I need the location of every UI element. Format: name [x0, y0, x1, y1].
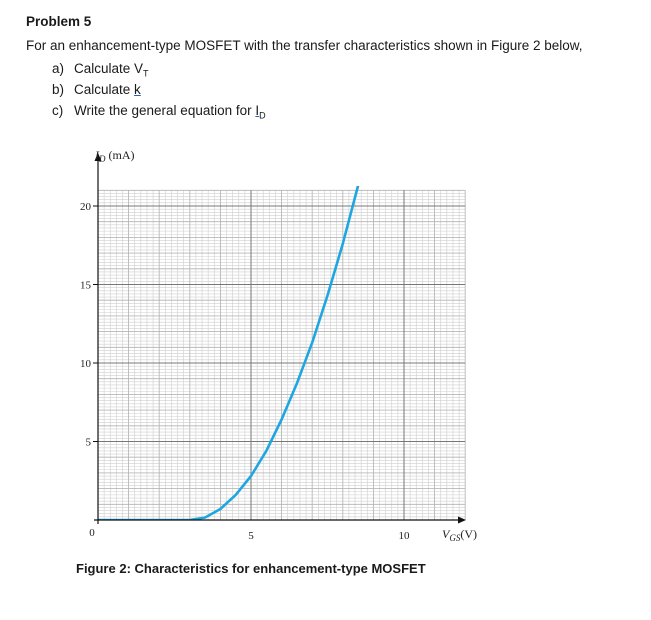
x-tick-label-10: 10 — [398, 530, 410, 542]
question-list — [52, 58, 266, 121]
question-b-label: b) — [52, 82, 65, 97]
problem-intro: For an enhancement-type MOSFET with the transfer characteristics shown in Figure 2 below, — [26, 38, 583, 53]
x-axis-label-symbol: V — [442, 527, 450, 541]
transfer-characteristic-chart — [55, 140, 515, 550]
question-a — [52, 58, 266, 79]
x-axis-label-subscript: GS — [449, 533, 461, 543]
question-c — [52, 100, 266, 121]
y-axis-label-subscript: D — [99, 154, 106, 164]
y-tick-label-15: 15 — [80, 279, 91, 292]
question-c-symbol-letter: I — [255, 103, 260, 118]
x-tick-label-5: 5 — [248, 530, 254, 542]
question-c-symbol — [255, 103, 266, 121]
question-a-label: a) — [52, 61, 65, 76]
figure-caption: Figure 2: Characteristics for enhancement-type MOSFET — [76, 561, 426, 576]
x-axis-label — [442, 527, 477, 543]
question-c-label: c) — [52, 103, 64, 118]
question-c-text: Write the general equation for — [74, 103, 256, 118]
series-line-i-d — [98, 140, 396, 520]
y-tick-label-10: 10 — [80, 358, 91, 370]
question-a-text: Calculate V — [74, 61, 144, 76]
question-a-subscript: T — [143, 68, 149, 79]
y-tick-label-5: 5 — [85, 436, 91, 449]
origin-label: 0 — [89, 527, 95, 539]
y-axis-label-symbol: I — [95, 148, 99, 162]
question-c-symbol-subscript: D — [259, 110, 266, 121]
problem-title: Problem 5 — [26, 14, 92, 29]
question-b — [52, 79, 266, 100]
x-axis-arrow — [458, 517, 466, 524]
x-axis-label-unit: (V) — [460, 527, 478, 541]
y-tick-label-20: 20 — [80, 201, 91, 213]
question-b-text: Calculate — [74, 82, 135, 97]
y-axis-label-unit: (mA) — [105, 148, 135, 162]
y-axis-label — [94, 148, 135, 164]
question-b-symbol: k — [134, 82, 141, 97]
data-layer — [98, 140, 396, 520]
